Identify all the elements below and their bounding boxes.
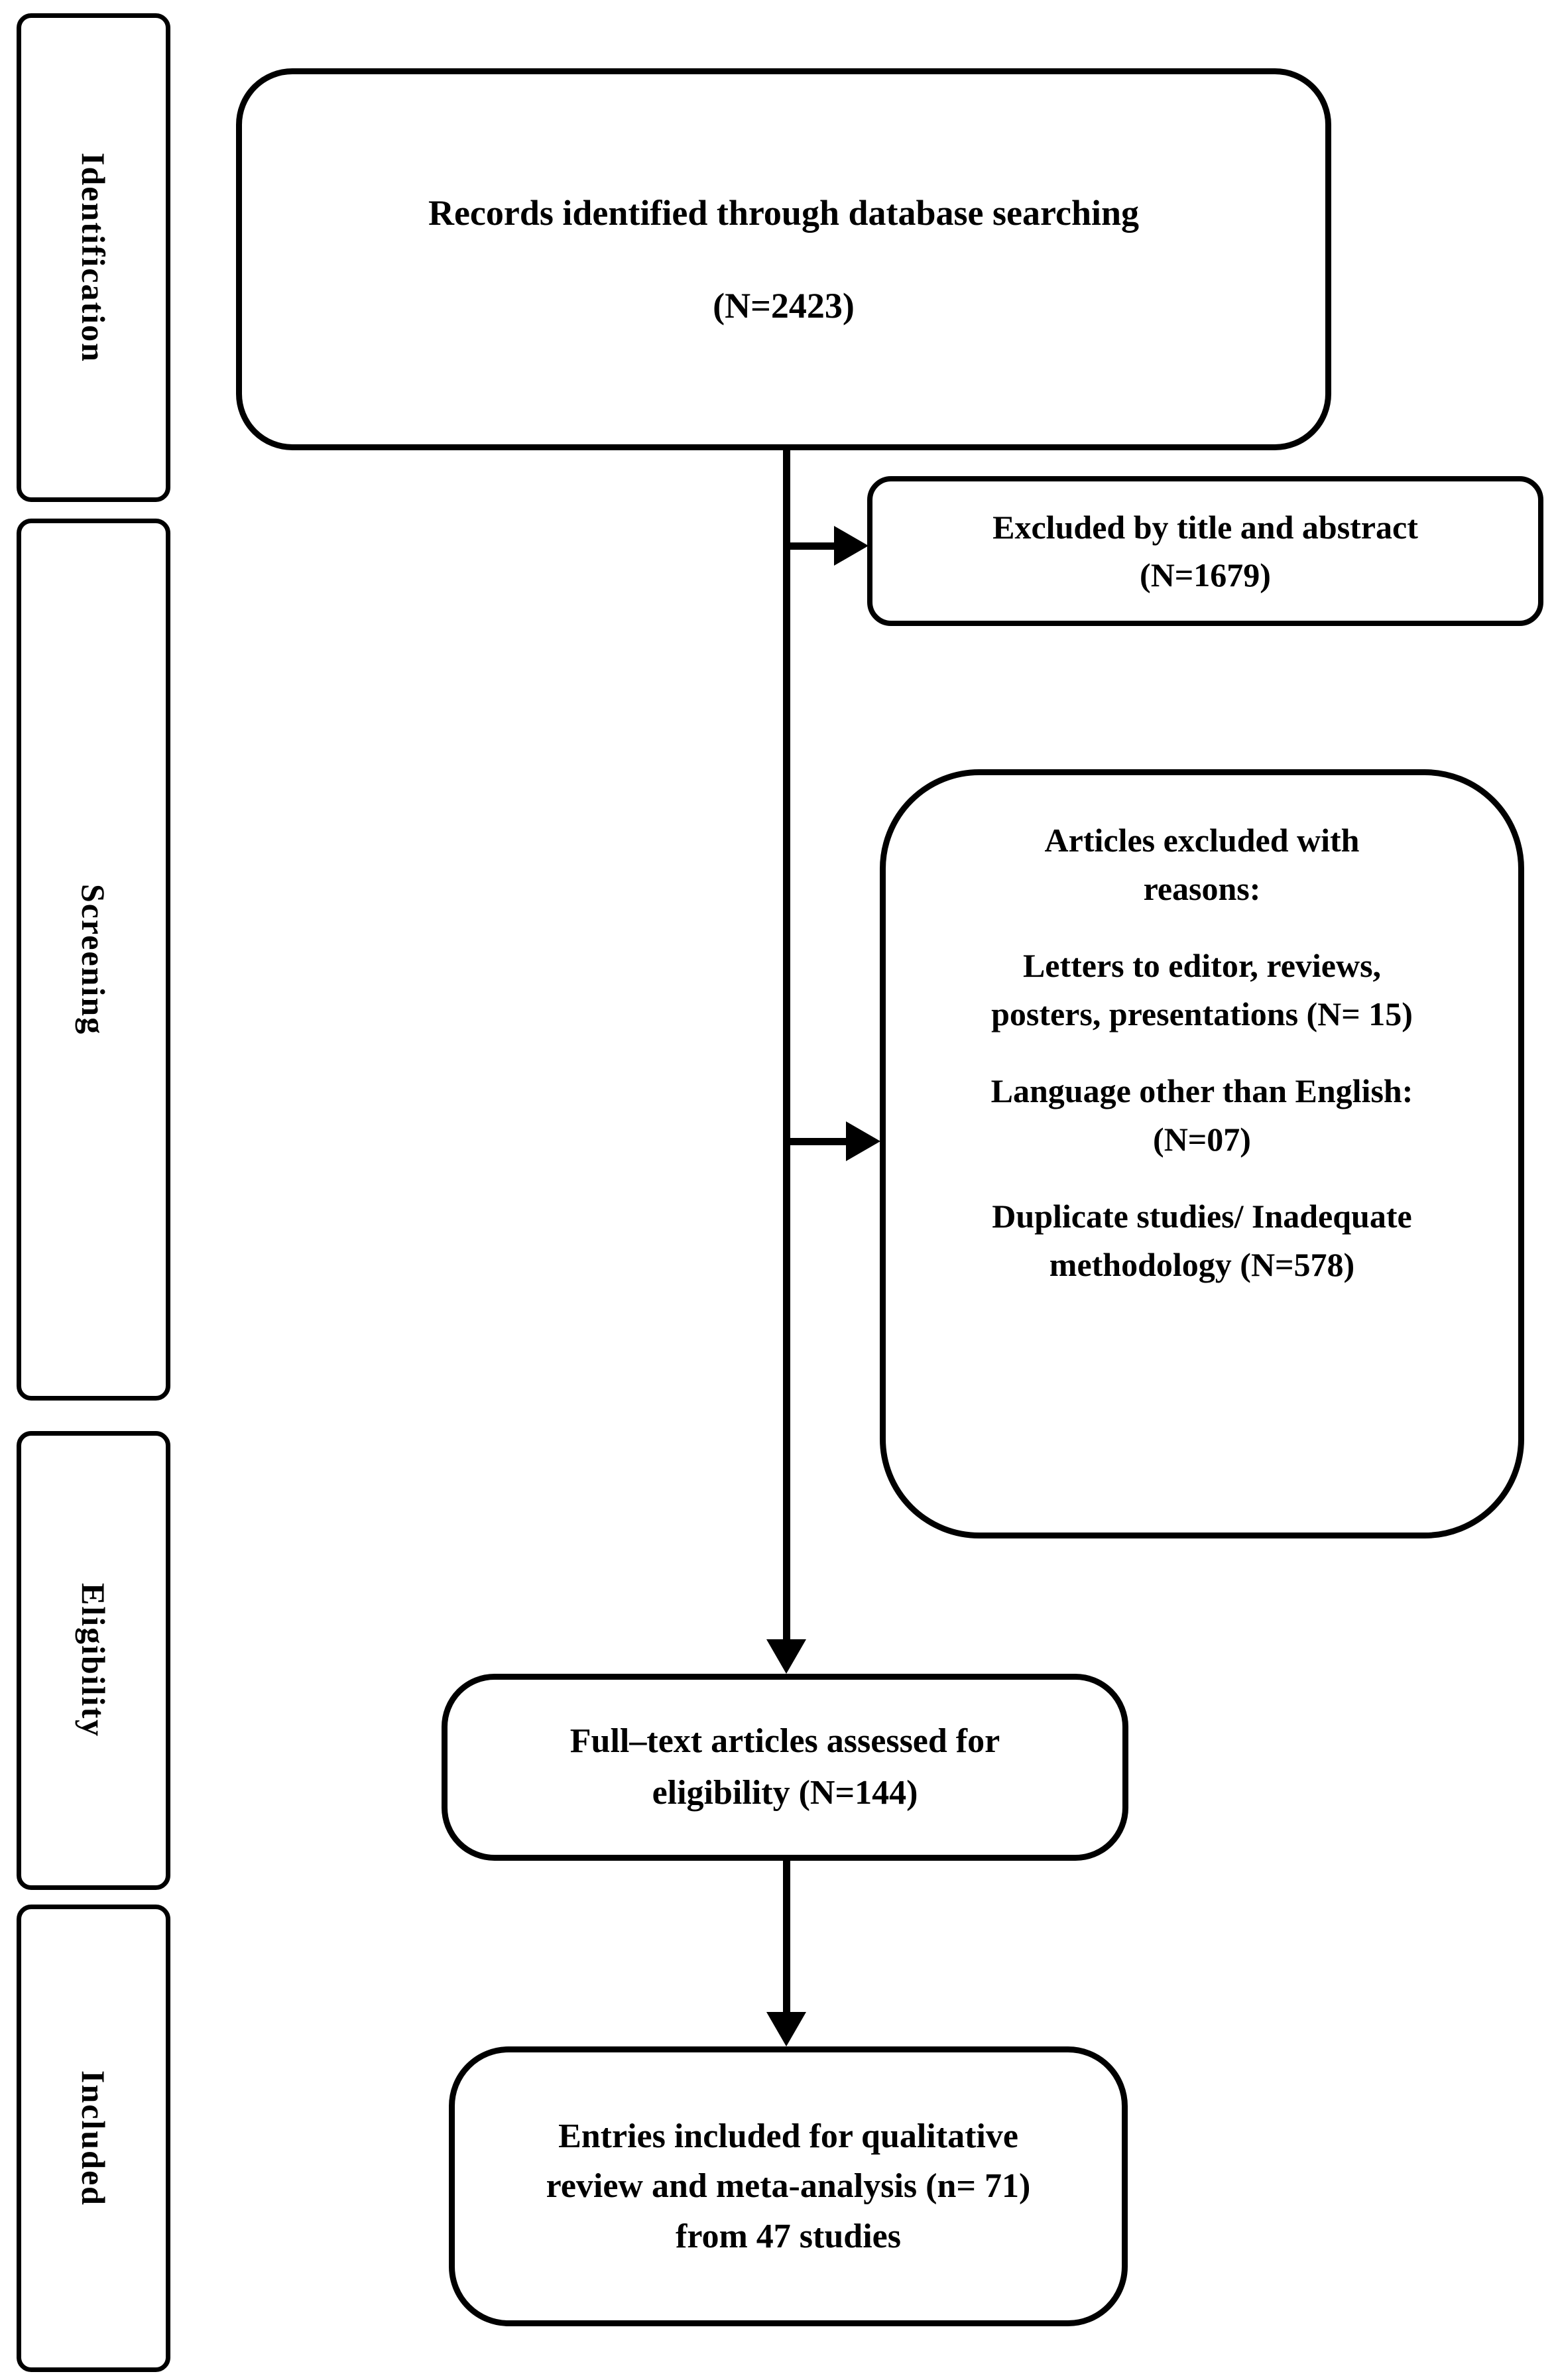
stage-label-identification: Identification [17,13,170,502]
excluded-reason-item-language-line1: Language other than English: [990,1072,1413,1109]
records-identified-count: (N=2423) [713,286,855,326]
fulltext-assessed-text-line1: Full–text articles assessed for [569,1722,1000,1760]
included-entries-box [449,2046,1128,2326]
stage-label-screening: Screening [17,519,170,1401]
stage-label-eligibility: Eligibility [17,1431,170,1890]
excluded-reason-item-letters-line1: Letters to editor, reviews, [1022,947,1382,984]
excluded-reason-item-duplicate-line1: Duplicate studies/ Inadequate [992,1198,1412,1235]
excluded-reasons-heading [1045,816,1360,912]
excluded-title-abstract-count: (N=1679) [1140,556,1271,594]
connector-records-to-fulltext-arrowhead [766,1639,806,1674]
excluded-reason-item-language-line2: (N=07) [1153,1120,1251,1158]
branch-excluded-title-arrowhead [834,526,869,566]
excluded-reason-item-letters [991,942,1413,1038]
included-entries-text-line3: from 47 studies [676,2217,901,2255]
connector-records-to-fulltext-line [783,448,790,1641]
excluded-reasons-heading-line2: reasons: [1143,869,1261,907]
included-entries-text-line2: review and meta-analysis (n= 71) [546,2167,1031,2206]
fulltext-assessed-text-line2: eligibility (N=144) [652,1774,918,1812]
branch-excluded-reasons-line [786,1138,849,1145]
records-identified-box [236,68,1331,450]
excluded-reason-item-letters-line2: posters, presentations (N= 15) [991,995,1413,1033]
records-identified-text: Records identified through database searching [428,192,1140,233]
fulltext-assessed-box [442,1674,1128,1861]
excluded-reasons-box [880,769,1524,1538]
connector-fulltext-to-included-line [783,1861,790,2013]
branch-excluded-reasons-arrowhead [846,1121,880,1161]
included-entries-text-line1: Entries included for qualitative [558,2117,1018,2155]
excluded-reason-item-language [991,1067,1413,1163]
connector-fulltext-to-included-arrowhead [766,2012,806,2046]
excluded-reason-item-duplicate [992,1192,1411,1288]
excluded-reason-item-duplicate-line2: methodology (N=578) [1049,1245,1355,1283]
stage-label-included: Included [17,1905,170,2372]
branch-excluded-title-line [786,542,841,550]
excluded-title-abstract-text: Excluded by title and abstract [992,508,1418,546]
excluded-reasons-heading-line1: Articles excluded with [1044,822,1360,859]
excluded-title-abstract-box [867,476,1543,626]
